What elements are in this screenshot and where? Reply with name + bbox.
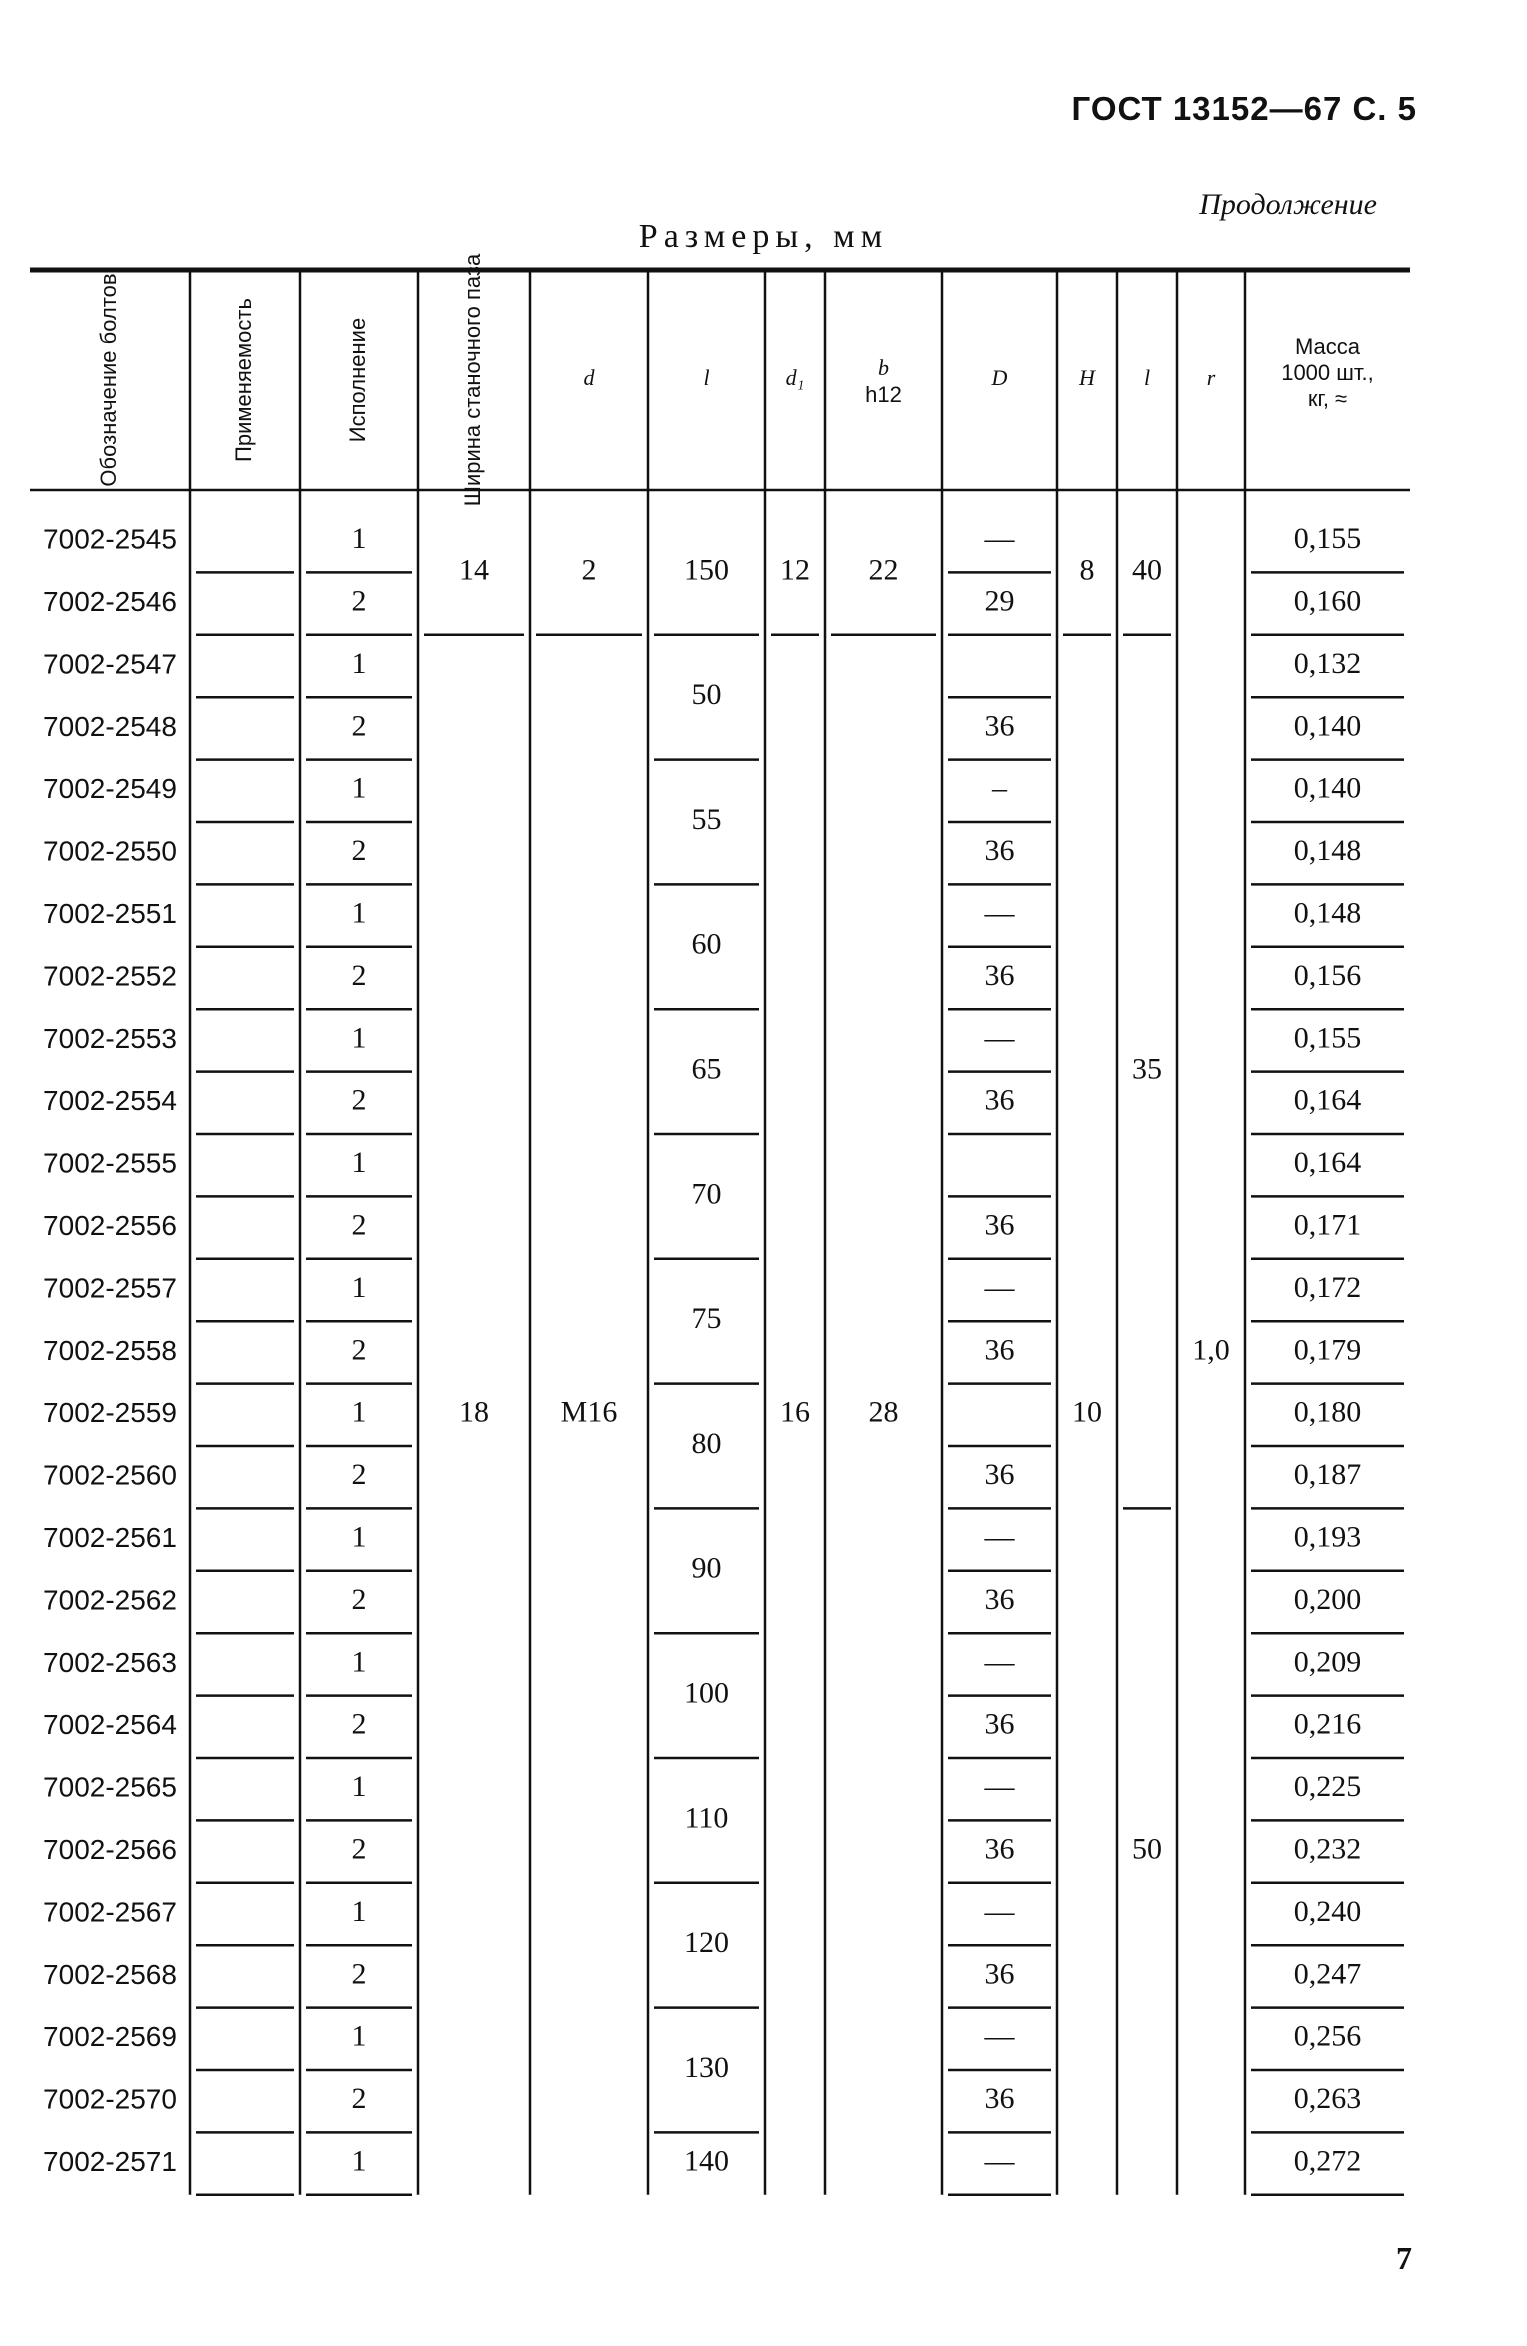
cell-D: 36	[984, 834, 1015, 868]
column-header-r: r	[1206, 365, 1216, 391]
cell-mass: 0,187	[1293, 1458, 1362, 1492]
cell-H: 10	[1072, 1395, 1102, 1429]
cell-D: —	[984, 1645, 1015, 1679]
cell-l: 90	[691, 1551, 722, 1585]
cell-designation: 7002-2559	[43, 1397, 177, 1429]
cell-designation: 7002-2549	[43, 773, 177, 805]
cell-designation: 7002-2547	[43, 648, 177, 680]
cell-designation: 7002-2563	[43, 1646, 177, 1678]
cell-D: —	[984, 1770, 1015, 1804]
cell-mass: 0,263	[1293, 2082, 1362, 2116]
cell-mass: 0,164	[1293, 1083, 1362, 1117]
cell-mass: 0,160	[1293, 584, 1362, 618]
cell-designation: 7002-2558	[43, 1334, 177, 1366]
cell-version: 2	[351, 1707, 367, 1741]
cell-version: 1	[351, 1770, 367, 1804]
cell-mass: 0,148	[1293, 834, 1362, 868]
cell-D: 36	[984, 2082, 1015, 2116]
cell-mass: 0,200	[1293, 1582, 1362, 1616]
cell-b: 22	[868, 553, 899, 587]
cell-mass: 0,216	[1293, 1707, 1362, 1741]
cell-designation: 7002-2552	[43, 960, 177, 992]
cell-designation: 7002-2555	[43, 1147, 177, 1179]
cell-mass: 0,156	[1293, 958, 1362, 992]
cell-l: 60	[691, 927, 722, 961]
cell-D: 36	[984, 1083, 1015, 1117]
cell-version: 2	[351, 2082, 367, 2116]
cell-D: —	[984, 2144, 1015, 2178]
cell-l: 75	[691, 1302, 722, 1336]
cell-mass: 0,140	[1293, 709, 1362, 743]
column-header-d: d	[583, 365, 595, 391]
cell-l: 120	[684, 1926, 729, 1960]
cell-designation: 7002-2561	[43, 1521, 177, 1553]
cell-designation: 7002-2564	[43, 1709, 177, 1741]
cell-l1: 50	[1132, 1832, 1162, 1866]
cell-l: 110	[684, 1801, 729, 1835]
cell-d: M16	[560, 1395, 618, 1429]
column-header-b-sub: h12	[865, 381, 902, 407]
cell-mass: 0,132	[1293, 646, 1362, 680]
cell-designation: 7002-2566	[43, 1833, 177, 1865]
cell-D: 36	[984, 1208, 1015, 1242]
cell-D: 36	[984, 958, 1015, 992]
cell-version: 1	[351, 1520, 367, 1554]
column-header-d1: d₁	[785, 365, 805, 391]
cell-designation: 7002-2560	[43, 1459, 177, 1491]
cell-version: 2	[351, 1957, 367, 1991]
cell-designation: 7002-2548	[43, 710, 177, 742]
cell-D: —	[984, 1270, 1015, 1304]
column-header-l: l	[703, 365, 710, 391]
cell-version: 2	[351, 1582, 367, 1616]
cell-mass: 0,172	[1293, 1270, 1362, 1304]
cell-version: 2	[351, 1333, 367, 1367]
cell-l1: 35	[1132, 1052, 1162, 1086]
column-header-slot_width: Ширина станочного паза	[459, 253, 485, 507]
cell-mass: 0,140	[1293, 771, 1362, 805]
cell-l: 130	[684, 2050, 729, 2084]
cell-l: 55	[691, 802, 722, 836]
cell-mass: 0,155	[1293, 522, 1362, 556]
cell-D: 36	[984, 1957, 1015, 1991]
column-header-H: H	[1079, 365, 1095, 391]
cell-l: 100	[684, 1676, 729, 1710]
cell-mass: 0,164	[1293, 1146, 1362, 1180]
cell-designation: 7002-2568	[43, 1958, 177, 1990]
cell-D: 36	[984, 1832, 1015, 1866]
cell-H: 8	[1079, 553, 1095, 587]
document-code: ГОСТ 13152—67 С. 5	[1071, 90, 1417, 127]
cell-mass: 0,247	[1293, 1957, 1362, 1991]
cell-mass: 0,193	[1293, 1520, 1362, 1554]
cell-version: 2	[351, 584, 367, 618]
cell-version: 2	[351, 709, 367, 743]
cell-r: 1,0	[1192, 1333, 1230, 1367]
cell-l: 150	[684, 553, 729, 587]
cell-D: —	[984, 2019, 1015, 2053]
cell-mass: 0,155	[1293, 1021, 1362, 1055]
cell-mass: 0,209	[1293, 1645, 1362, 1679]
column-header-D: D	[991, 365, 1008, 391]
continued-label: Продолжение	[1199, 188, 1377, 221]
cell-version: 2	[351, 1832, 367, 1866]
cell-version: 1	[351, 1270, 367, 1304]
cell-designation: 7002-2569	[43, 2021, 177, 2053]
cell-version: 1	[351, 1395, 367, 1429]
dimensions-title: Размеры, мм	[638, 218, 889, 255]
cell-designation: 7002-2557	[43, 1272, 177, 1304]
cell-D: —	[984, 1894, 1015, 1928]
cell-version: 1	[351, 1021, 367, 1055]
cell-version: 2	[351, 958, 367, 992]
cell-D: –	[992, 771, 1007, 805]
cell-designation: 7002-2545	[43, 523, 177, 555]
cell-slot_width: 18	[459, 1395, 489, 1429]
cell-designation: 7002-2571	[43, 2145, 177, 2177]
cell-version: 1	[351, 1894, 367, 1928]
cell-l: 80	[691, 1426, 722, 1460]
column-header-l1: l	[1143, 365, 1151, 391]
cell-l: 50	[691, 678, 722, 712]
cell-version: 1	[351, 646, 367, 680]
cell-version: 2	[351, 1208, 367, 1242]
cell-d1: 12	[780, 553, 810, 587]
cell-D: —	[984, 1021, 1015, 1055]
cell-designation: 7002-2553	[43, 1022, 177, 1054]
cell-version: 1	[351, 2144, 367, 2178]
cell-D: 36	[984, 1582, 1015, 1616]
cell-D: —	[984, 896, 1015, 930]
cell-designation: 7002-2567	[43, 1896, 177, 1928]
cell-version: 1	[351, 896, 367, 930]
cell-version: 1	[351, 1645, 367, 1679]
cell-l: 65	[691, 1052, 722, 1086]
cell-designation: 7002-2556	[43, 1209, 177, 1241]
cell-D: 36	[984, 709, 1015, 743]
cell-mass: 0,232	[1293, 1832, 1362, 1866]
cell-version: 1	[351, 771, 367, 805]
cell-b: 28	[868, 1395, 899, 1429]
cell-designation: 7002-2551	[43, 897, 177, 929]
cell-mass: 0,179	[1293, 1333, 1362, 1367]
cell-mass: 0,171	[1293, 1208, 1362, 1242]
cell-mass: 0,225	[1293, 1770, 1362, 1804]
cell-designation: 7002-2550	[43, 835, 177, 867]
cell-version: 1	[351, 522, 367, 556]
cell-mass: 0,180	[1293, 1395, 1362, 1429]
cell-D: —	[984, 522, 1015, 556]
cell-designation: 7002-2565	[43, 1771, 177, 1803]
column-header-mass: Масса 1000 шт., кг, ≈	[1281, 334, 1374, 411]
cell-l: 140	[684, 2144, 729, 2178]
cell-d: 2	[581, 553, 597, 587]
cell-d1: 16	[780, 1395, 810, 1429]
cell-version: 2	[351, 1458, 367, 1492]
cell-mass: 0,272	[1293, 2144, 1362, 2178]
cell-D: 36	[984, 1458, 1015, 1492]
cell-designation: 7002-2562	[43, 1584, 177, 1616]
column-header-b: b	[878, 355, 889, 381]
cell-version: 1	[351, 1146, 367, 1180]
cell-mass: 0,148	[1293, 896, 1362, 930]
cell-designation: 7002-2554	[43, 1085, 177, 1117]
column-header-version: Исполнение	[344, 317, 370, 443]
cell-D: 36	[984, 1707, 1015, 1741]
page-number: 7	[1396, 2240, 1412, 2276]
cell-version: 2	[351, 834, 367, 868]
cell-mass: 0,240	[1293, 1894, 1362, 1928]
cell-slot_width: 14	[459, 553, 489, 587]
cell-designation: 7002-2546	[43, 585, 177, 617]
cell-D: 36	[984, 1333, 1015, 1367]
cell-designation: 7002-2570	[43, 2083, 177, 2115]
cell-l: 70	[691, 1177, 722, 1211]
cell-mass: 0,256	[1293, 2019, 1362, 2053]
cell-version: 1	[351, 2019, 367, 2053]
cell-D: 29	[984, 584, 1015, 618]
cell-D: —	[984, 1520, 1015, 1554]
cell-l1: 40	[1132, 553, 1162, 587]
column-header-designation: Обозначение болтов	[95, 273, 121, 487]
cell-version: 2	[351, 1083, 367, 1117]
column-header-applicability: Применяемость	[230, 298, 256, 462]
